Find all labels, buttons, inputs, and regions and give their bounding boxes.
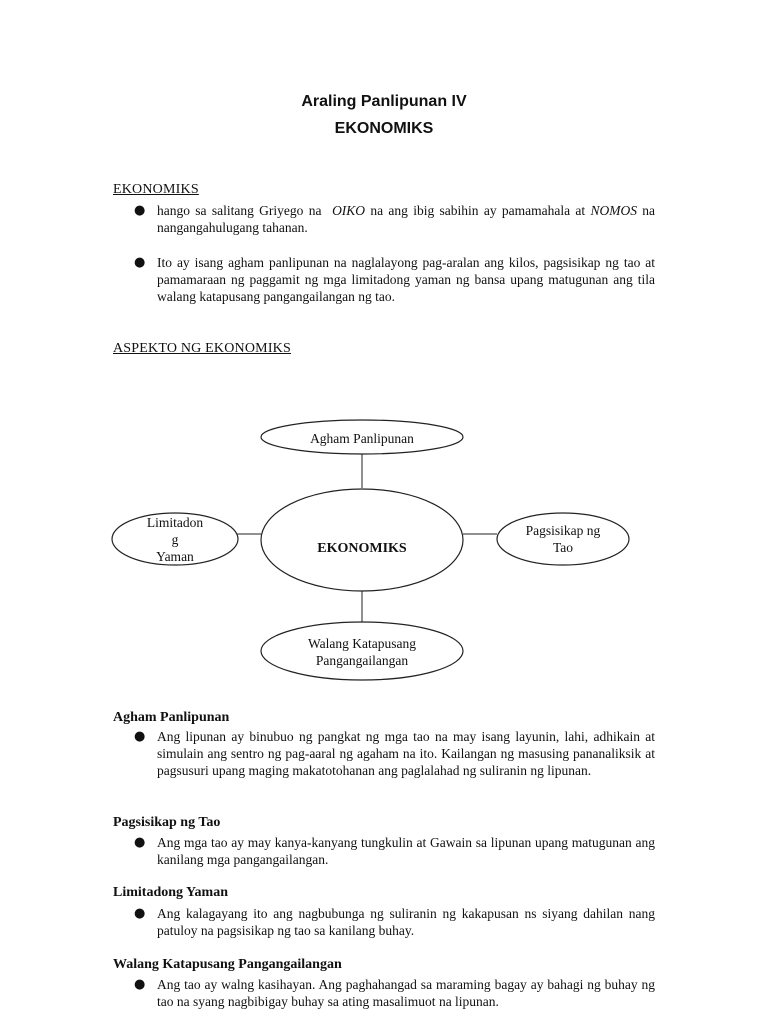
term-oiko: OIKO: [332, 203, 366, 218]
node-left-line3: Yaman: [156, 549, 194, 564]
node-left-line1: Limitadon: [146, 515, 204, 530]
section-heading-aspekto: ASPEKTO NG EKONOMIKS: [113, 341, 291, 356]
concept-diagram: [0, 400, 768, 690]
term-nomos: NOMOS: [590, 203, 637, 218]
node-bottom-label: [262, 635, 462, 669]
node-right-line2: Tao: [552, 540, 574, 555]
aspect-heading-limitado: Limitadong Yaman: [113, 885, 229, 900]
aspect-text-agham: Ang lipunan ay binubuo ng pangkat ng mga tao na may isang layunin, lahi, adhikain at simulain ang sentro ng pag-aaral ng agaham na ito. Kailangan ng masusing pananaliksik at pagsusuri upang maging makatotohanan ang paglalahad ng suliranin ng lipunan.: [157, 729, 655, 778]
node-top-label: Agham Panlipunan: [310, 431, 414, 446]
node-left-line2: g: [171, 532, 179, 547]
aspect-heading-agham: Agham Panlipunan: [113, 710, 230, 725]
bullet-icon: ●: [134, 203, 146, 218]
description-paragraph: Ito ay isang agham panlipunan na naglalayong pag-aralan ang kilos, pagsisikap ng tao at pamamaraan ng paggamit ng mga limitadong yaman ng bansa upang matugunan ang tila walang katapusang pangangailangan ng tao.: [157, 255, 655, 304]
bullet-icon: ●: [134, 835, 146, 850]
node-left-label: [115, 514, 235, 565]
definition-paragraph: [157, 202, 655, 236]
section-heading-ekonomiks: EKONOMIKS: [113, 182, 199, 197]
aspect-heading-pagsisikap: Pagsisikap ng Tao: [113, 815, 221, 830]
node-bottom-line1: Walang Katapusang: [308, 636, 416, 651]
aspect-text-limitado: Ang kalagayang ito ang nagbubunga ng suliranin ng kakapusan ns siyang dahilan nang patuloy na pagsisikap ng tao sa kanilang buhay.: [157, 906, 655, 938]
definition-text-middle: na ang ibig sabihin ay pamamahala at: [365, 203, 591, 218]
definition-text-start: hango sa salitang Griyego na: [157, 203, 327, 218]
node-right-line1: Pagsisikap ng: [525, 523, 601, 538]
aspect-heading-walang: Walang Katapusang Pangangailangan: [113, 957, 342, 972]
document-subtitle: EKONOMIKS: [334, 120, 434, 137]
document-title: Araling Panlipunan IV: [301, 93, 467, 110]
node-right-label: [500, 522, 626, 556]
node-bottom-line2: Pangangailangan: [315, 653, 409, 668]
aspect-text-pagsisikap: Ang mga tao ay may kanya-kanyang tungkulin at Gawain sa lipunan upang matugunan ang kanilang mga pangangailangan.: [157, 835, 655, 867]
bullet-icon: ●: [134, 729, 146, 744]
node-center-label: EKONOMIKS: [317, 541, 407, 556]
bullet-icon: ●: [134, 255, 146, 270]
aspect-text-walang: Ang tao ay walng kasihayan. Ang paghahangad sa maraming bagay ay bahagi ng buhay ng tao na syang nagbibigay buhay sa ating masalimuot na lipunan.: [157, 977, 655, 1009]
bullet-icon: ●: [134, 977, 146, 992]
bullet-icon: ●: [134, 906, 146, 921]
definition-text-end: na nangangahulugang tahanan.: [157, 203, 656, 235]
